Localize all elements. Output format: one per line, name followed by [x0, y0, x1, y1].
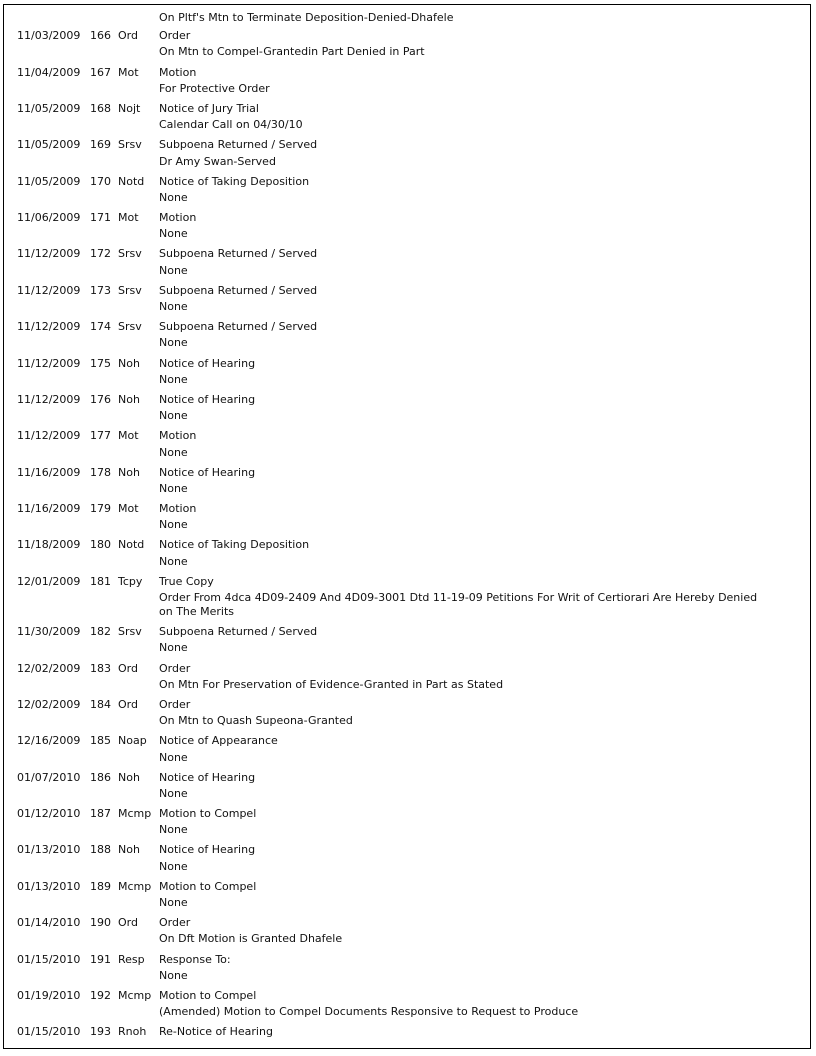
- entry-code: Mot: [118, 429, 139, 443]
- entry-code: Notd: [118, 538, 145, 552]
- entry-date: 01/14/2010: [17, 916, 81, 930]
- entry-description: Motion to Compel: [159, 879, 257, 893]
- entry-code: Mcmp: [118, 988, 152, 1002]
- entry-date: 11/12/2009: [17, 429, 81, 443]
- docket-entry-row: [4, 500, 812, 518]
- entry-code: Ord: [118, 29, 138, 43]
- note-row: [4, 678, 812, 696]
- docket-entry-row: [4, 623, 812, 641]
- entry-code: Notd: [118, 174, 145, 188]
- entry-note: (Amended) Motion to Compel Documents Responsive to Request to Produce: [159, 1005, 579, 1019]
- entry-description: Notice of Appearance: [159, 734, 278, 748]
- entry-code: Srsv: [118, 625, 142, 639]
- entry-number: 184: [90, 697, 111, 711]
- entry-code: Ord: [118, 916, 138, 930]
- entry-code: Ord: [118, 661, 138, 675]
- entry-number: 174: [90, 320, 111, 334]
- note-row: [4, 264, 812, 282]
- entry-note: None: [159, 481, 188, 495]
- entry-number: 178: [90, 465, 111, 479]
- note-row: [4, 896, 812, 914]
- entry-note: Order From 4dca 4D09-2409 And 4D09-3001 Dtd 11-19-09 Petitions For Writ of Certiorari Are Hereby Denied on The Merits: [159, 591, 758, 618]
- docket-entry-row: [4, 732, 812, 750]
- note-row: [4, 751, 812, 769]
- entry-note: None: [159, 896, 188, 909]
- entry-code: Noh: [118, 465, 140, 479]
- entry-number: 186: [90, 770, 111, 784]
- note-row: [4, 300, 812, 318]
- note-row: [4, 860, 812, 878]
- entry-note: None: [159, 968, 188, 982]
- entry-date: 11/05/2009: [17, 101, 81, 115]
- entry-number: 183: [90, 661, 111, 675]
- docket-entry-row: [4, 805, 812, 823]
- entry-date: 11/03/2009: [17, 29, 81, 43]
- entry-description: Order: [159, 697, 191, 711]
- docket-entry-row: [4, 536, 812, 554]
- entry-date: 11/12/2009: [17, 247, 81, 261]
- entry-description: Notice of Jury Trial: [159, 101, 259, 115]
- note-row: [4, 373, 812, 391]
- entry-description: Motion: [159, 429, 197, 443]
- entry-date: 01/19/2010: [17, 988, 81, 1002]
- docket-entry-row: [4, 318, 812, 336]
- note-row: [4, 336, 812, 354]
- entry-date: 11/12/2009: [17, 392, 81, 406]
- docket-entry-row: [4, 841, 812, 859]
- docket-entry-row: [4, 209, 812, 227]
- entry-number: 169: [90, 138, 111, 152]
- entry-number: 193: [90, 1025, 111, 1039]
- entry-note: None: [159, 190, 188, 204]
- docket-entry-row: [4, 136, 812, 154]
- note-row: [4, 641, 812, 659]
- entry-date: 11/18/2009: [17, 538, 81, 552]
- entry-number: 168: [90, 101, 111, 115]
- entry-code: Resp: [118, 952, 145, 966]
- entry-code: Rnoh: [118, 1025, 147, 1039]
- entry-code: Srsv: [118, 283, 142, 297]
- entry-note: None: [159, 786, 188, 800]
- entry-date: 01/15/2010: [17, 1025, 81, 1039]
- note-row: [4, 409, 812, 427]
- entry-description: Subpoena Returned / Served: [159, 320, 318, 334]
- entry-description: Subpoena Returned / Served: [159, 283, 318, 297]
- entry-code: Noh: [118, 843, 140, 857]
- note-row: [4, 1005, 812, 1023]
- entry-date: 12/02/2009: [17, 697, 81, 711]
- docket-entry-row: [4, 1023, 812, 1041]
- entry-note: None: [159, 554, 188, 568]
- entry-code: Mcmp: [118, 879, 152, 893]
- note-row: [4, 714, 812, 732]
- entry-description: Subpoena Returned / Served: [159, 247, 318, 261]
- docket-entry-row: [4, 355, 812, 373]
- entry-date: 01/13/2010: [17, 843, 81, 857]
- docket-frame: [3, 4, 811, 1049]
- entry-date: 01/13/2010: [17, 879, 81, 893]
- entry-number: 166: [90, 29, 111, 43]
- entry-note: None: [159, 445, 188, 459]
- entry-code: Srsv: [118, 320, 142, 334]
- docket-entry-row: [4, 64, 812, 82]
- entry-code: Noh: [118, 356, 140, 370]
- entry-note: None: [159, 518, 188, 532]
- entry-note: Calendar Call on 04/30/10: [159, 118, 303, 132]
- entry-number: 187: [90, 807, 111, 821]
- entry-code: Mot: [118, 65, 139, 79]
- entry-description: Motion: [159, 502, 197, 516]
- entry-description: Notice of Hearing: [159, 843, 256, 857]
- entry-date: 11/04/2009: [17, 65, 81, 79]
- note-row: [4, 9, 812, 27]
- docket-entry-row: [4, 100, 812, 118]
- entry-number: 188: [90, 843, 111, 857]
- entry-date: 12/02/2009: [17, 661, 81, 675]
- entry-date: 11/12/2009: [17, 356, 81, 370]
- entry-number: 180: [90, 538, 111, 552]
- entry-number: 192: [90, 988, 111, 1002]
- entry-code: Mcmp: [118, 807, 152, 821]
- entry-number: 175: [90, 356, 111, 370]
- entry-code: Tcpy: [118, 574, 143, 588]
- entry-date: 11/12/2009: [17, 320, 81, 334]
- entry-description: Notice of Taking Deposition: [159, 538, 310, 552]
- entry-date: 11/12/2009: [17, 283, 81, 297]
- docket-entry-row: [4, 464, 812, 482]
- entry-number: 181: [90, 574, 111, 588]
- entry-note: None: [159, 263, 188, 277]
- entry-note: None: [159, 641, 188, 655]
- entry-code: Mot: [118, 502, 139, 516]
- docket-entry-row: [4, 173, 812, 191]
- entry-number: 191: [90, 952, 111, 966]
- note-row: [4, 518, 812, 536]
- entry-description: Notice of Hearing: [159, 770, 256, 784]
- entry-number: 185: [90, 734, 111, 748]
- entry-note: None: [159, 823, 188, 837]
- note-row: [4, 82, 812, 100]
- docket-entry-row: [4, 282, 812, 300]
- entry-description: Subpoena Returned / Served: [159, 138, 318, 152]
- docket-entry-row: [4, 427, 812, 445]
- note-row: [4, 823, 812, 841]
- entry-number: 177: [90, 429, 111, 443]
- entry-date: 01/15/2010: [17, 952, 81, 966]
- entry-description: Re-Notice of Hearing: [159, 1025, 273, 1039]
- entry-description: Motion to Compel: [159, 807, 257, 821]
- entry-note: On Mtn to Quash Supeona-Granted: [159, 714, 353, 728]
- entry-code: Ord: [118, 697, 138, 711]
- entry-number: 179: [90, 502, 111, 516]
- entry-description: Response To:: [159, 952, 231, 966]
- docket-entry-row: [4, 914, 812, 932]
- entry-description: Notice of Hearing: [159, 465, 256, 479]
- entry-code: Noap: [118, 734, 147, 748]
- docket-entry-row: [4, 951, 812, 969]
- entry-code: Srsv: [118, 138, 142, 152]
- entry-description: Motion: [159, 211, 197, 225]
- entry-description: Notice of Hearing: [159, 356, 256, 370]
- note-row: [4, 969, 812, 987]
- docket-entry-row: [4, 769, 812, 787]
- note-row: [4, 787, 812, 805]
- note-row: [4, 118, 812, 136]
- entry-date: 11/05/2009: [17, 174, 81, 188]
- entry-number: 182: [90, 625, 111, 639]
- note-row: [4, 227, 812, 245]
- entry-date: 01/07/2010: [17, 770, 81, 784]
- entry-number: 167: [90, 65, 111, 79]
- entry-description: Motion to Compel: [159, 988, 257, 1002]
- leading-note: On Pltf's Mtn to Terminate Deposition-Denied-Dhafele: [159, 11, 454, 24]
- entry-number: 176: [90, 392, 111, 406]
- note-row: [4, 155, 812, 173]
- note-row: [4, 191, 812, 209]
- entry-description: Notice of Hearing: [159, 392, 256, 406]
- entry-note: None: [159, 227, 188, 241]
- note-row: [4, 45, 812, 63]
- docket-entry-row: [4, 696, 812, 714]
- entry-description: Notice of Taking Deposition: [159, 174, 310, 188]
- entry-code: Mot: [118, 211, 139, 225]
- entry-note: On Dft Motion is Granted Dhafele: [159, 932, 343, 946]
- entry-date: 11/06/2009: [17, 211, 81, 225]
- entry-date: 12/01/2009: [17, 574, 81, 588]
- entry-note: On Mtn For Preservation of Evidence-Granted in Part as Stated: [159, 677, 504, 691]
- entry-code: Noh: [118, 770, 140, 784]
- entry-description: Order: [159, 661, 191, 675]
- entry-description: Subpoena Returned / Served: [159, 625, 318, 639]
- note-row: [4, 482, 812, 500]
- entry-description: True Copy: [159, 574, 214, 588]
- docket-entry-row: [4, 660, 812, 678]
- note-row: [4, 932, 812, 950]
- entry-note: None: [159, 336, 188, 350]
- entry-number: 171: [90, 211, 111, 225]
- entry-code: Srsv: [118, 247, 142, 261]
- entry-note: None: [159, 300, 188, 313]
- entry-note: For Protective Order: [159, 81, 270, 95]
- docket-entry-row: [4, 391, 812, 409]
- entry-note: None: [159, 750, 188, 764]
- docket-entry-row: [4, 878, 812, 896]
- entry-date: 12/16/2009: [17, 734, 81, 748]
- docket-entry-row: [4, 245, 812, 263]
- docket-entry-row: [4, 27, 812, 45]
- note-row: [4, 446, 812, 464]
- entry-date: 11/16/2009: [17, 502, 81, 516]
- docket-entry-row: [4, 987, 812, 1005]
- entry-date: 01/12/2010: [17, 807, 81, 821]
- entry-note: None: [159, 409, 188, 423]
- entry-number: 172: [90, 247, 111, 261]
- entry-code: Noh: [118, 392, 140, 406]
- entry-number: 170: [90, 174, 111, 188]
- entry-number: 190: [90, 916, 111, 930]
- docket-entry-row: [4, 573, 812, 591]
- entry-description: Order: [159, 916, 191, 930]
- entry-number: 189: [90, 879, 111, 893]
- entry-number: 173: [90, 283, 111, 297]
- entry-date: 11/16/2009: [17, 465, 81, 479]
- entry-date: 11/05/2009: [17, 138, 81, 152]
- note-row: [4, 591, 812, 623]
- entry-date: 11/30/2009: [17, 625, 81, 639]
- entry-code: Nojt: [118, 101, 141, 115]
- entry-note: None: [159, 372, 188, 386]
- entry-description: Motion: [159, 65, 197, 79]
- docket-entries: [4, 9, 812, 1042]
- entry-note: Dr Amy Swan-Served: [159, 154, 276, 168]
- entry-note: On Mtn to Compel-Grantedin Part Denied in Part: [159, 45, 425, 59]
- note-row: [4, 555, 812, 573]
- entry-note: None: [159, 859, 188, 873]
- entry-description: Order: [159, 29, 191, 43]
